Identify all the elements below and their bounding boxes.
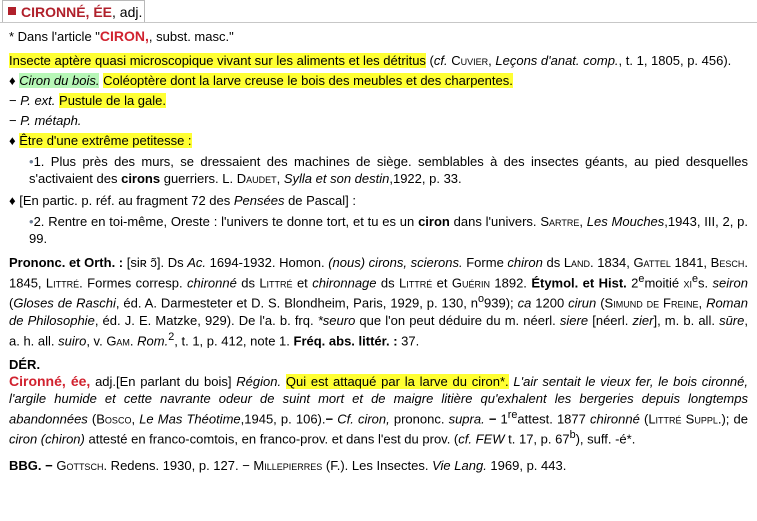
p-sup1: e bbox=[638, 273, 645, 285]
tab-pos: adj. bbox=[119, 4, 143, 20]
p-t31: 37. bbox=[397, 332, 420, 348]
d-supra: supra. bbox=[448, 411, 485, 427]
intro-prefix: * Dans l'article " bbox=[9, 29, 100, 44]
p-besch: Besch. bbox=[710, 255, 748, 270]
p-t10: et bbox=[292, 275, 313, 291]
ex1-author: L. Daudet bbox=[222, 171, 277, 186]
p-sup3: o bbox=[478, 293, 485, 306]
p-nous: (nous) cirons, scierons. bbox=[328, 255, 463, 270]
bbg-t2: (F.). Les Insectes. bbox=[322, 457, 433, 473]
example-1 bbox=[9, 153, 748, 187]
bbg-vie: Vie Lang. bbox=[432, 457, 487, 473]
p-t17: ( bbox=[9, 295, 14, 311]
sense-pascal bbox=[9, 192, 748, 209]
p-t22: , bbox=[698, 295, 707, 311]
p-sure: sūre bbox=[719, 312, 745, 328]
p-siere: siere bbox=[559, 312, 589, 328]
d-mas: Le Mas Théotime bbox=[139, 411, 241, 427]
d-t14: t. 17, p. 67 bbox=[504, 431, 570, 447]
p-sup2: e bbox=[692, 273, 699, 285]
der-highlight: Qui est attaqué par la larve du ciron*. bbox=[285, 373, 509, 389]
ex2-keyword: ciron bbox=[418, 214, 450, 229]
p-cirun: cirun bbox=[568, 295, 597, 311]
p-littre2: Littré bbox=[259, 275, 293, 291]
bbg-t3: 1969, p. 443. bbox=[486, 457, 567, 473]
der-headword: Cironné, ée, bbox=[9, 372, 91, 389]
ex2-work: Les Mouches bbox=[586, 214, 665, 229]
d-t1: adj.[En parlant du bois] bbox=[90, 373, 237, 389]
p-t27: , a. h. all. bbox=[9, 312, 748, 348]
p-suiro: suiro bbox=[58, 332, 87, 348]
d-dash2: − bbox=[484, 411, 501, 427]
p-t18: , éd. A. Darmesteter et D. S. Blondheim, Paris, 1929, p. 130, n bbox=[115, 295, 478, 311]
p-t23: , éd. J. E. Matzke, 929). De l'a. b. frq. bbox=[94, 312, 318, 328]
sense-yellow-highlight: Coléoptère dont la larve creuse le bois des meubles et des charpentes. bbox=[103, 73, 513, 88]
p-littre3: Littré bbox=[399, 275, 433, 291]
ex1-work: Sylla et son destin bbox=[283, 171, 390, 186]
p-t5: 1834, bbox=[593, 255, 634, 270]
p-roman: Roman de Philosophie bbox=[9, 295, 748, 328]
ex1-text-a: 1. Plus près des murs, se dressaient des machines de siège. semblables à des insectes géants, au pied desquelles s'activaient des bbox=[29, 154, 748, 186]
p-t4: ds bbox=[542, 255, 564, 270]
d-t6: ,1945, p. 106). bbox=[240, 411, 326, 427]
def1-highlight: Insecte aptère quasi microscopique vivant sur les aliments et les détritus bbox=[9, 53, 426, 68]
tab-bar bbox=[0, 0, 757, 23]
article-intro bbox=[9, 28, 748, 45]
p-rom: Rom. bbox=[137, 332, 169, 348]
p-seuro: *seuro bbox=[317, 312, 356, 328]
p-guerin: Guérin bbox=[451, 275, 490, 291]
bbg-section bbox=[9, 457, 748, 474]
line3-italic: P. ext. bbox=[20, 93, 56, 108]
p-chironnage: chironnage bbox=[312, 275, 377, 291]
der-label: DÉR. bbox=[9, 356, 41, 372]
p-t3: Forme bbox=[462, 255, 508, 270]
bbg-gottsch: Gottsch. bbox=[56, 457, 108, 473]
d-t15: ), suff. -é*. bbox=[575, 431, 636, 447]
d-cf2: cf. bbox=[458, 431, 472, 447]
p-t26: ], m. b. all. bbox=[653, 312, 720, 328]
p-t7: 1845, bbox=[9, 275, 46, 291]
d-t7: prononc. bbox=[389, 411, 449, 427]
d-few: FEW bbox=[475, 431, 505, 447]
sense-ciron-du-bois bbox=[9, 72, 748, 89]
line3-highlight: Pustule de la gale. bbox=[59, 93, 166, 108]
p-t21: ( bbox=[596, 295, 605, 311]
line3-dash: − bbox=[9, 93, 21, 108]
ex2-rest: ,1943, III, 2, p. 99. bbox=[29, 214, 748, 246]
p-t24: que l'on peut déduire du m. néerl. bbox=[355, 312, 560, 328]
sense-p-ext bbox=[9, 92, 748, 109]
p-t20: 1200 bbox=[531, 295, 569, 311]
line6-b: de Pascal] : bbox=[284, 193, 356, 208]
ex2-author: Sartre bbox=[540, 214, 580, 229]
p-sup4: 2 bbox=[168, 330, 175, 343]
p-t2: 1694-1932. Homon. bbox=[206, 255, 329, 270]
p-t9: ds bbox=[236, 275, 260, 291]
freq-label: Fréq. abs. littér. : bbox=[293, 332, 398, 348]
bbg-mill: Millepierres bbox=[253, 457, 323, 473]
d-t11: ); de bbox=[721, 411, 748, 427]
p-gam: Gam. bbox=[106, 332, 134, 348]
der-title bbox=[9, 356, 748, 373]
d-region: Région. bbox=[236, 373, 282, 389]
example-2 bbox=[9, 213, 748, 247]
def1-rest: , t. 1, 1805, p. 456). bbox=[618, 53, 732, 68]
p-gattel: Gattel bbox=[633, 255, 671, 270]
line4-italic: P. métaph. bbox=[20, 113, 82, 128]
diamond-marker-2: ♦ bbox=[9, 133, 20, 148]
headword-marker-icon bbox=[8, 7, 16, 15]
ex1-sep: , bbox=[276, 171, 284, 186]
article-content bbox=[9, 28, 748, 474]
p-t8: . Formes corresp. bbox=[79, 275, 187, 291]
p-chironne: chironné bbox=[186, 275, 237, 291]
def1-open: ( bbox=[425, 53, 434, 68]
prononc-section bbox=[9, 254, 748, 349]
p-gloses: Gloses de Raschi bbox=[13, 295, 116, 311]
p-chiron: chiron bbox=[507, 255, 543, 270]
line6-italic: Pensées bbox=[233, 193, 285, 208]
d-t12: attesté en franco-comtois, en franco-prov. et dans l'est du prov. ( bbox=[84, 431, 459, 447]
p-xi: xi bbox=[683, 275, 693, 291]
p-t25: [néerl. bbox=[588, 312, 633, 328]
p-ca: ca bbox=[517, 295, 532, 311]
tab-label: CIRONNÉ, ÉE, adj. bbox=[21, 4, 143, 20]
p-t15: moitié bbox=[644, 275, 684, 291]
p-t14: 2 bbox=[626, 275, 639, 291]
d-bosco: Bosco bbox=[96, 411, 132, 427]
def1-sep: , bbox=[488, 53, 496, 68]
def1-author: Cuvier bbox=[451, 53, 489, 68]
ex2-text-a: 2. Rentre en toi-même, Oreste : l'univers te donne tort, et tu es un bbox=[33, 214, 419, 229]
prononc-label: Prononc. et Orth. : bbox=[9, 255, 124, 270]
d-quote: L'air sentait le vieux fer, le bois cironné, l'argile humide et cette navrante odeur de suint mort et de maigre litière qu'exhalent les bergeries depuis longtemps abandonnées bbox=[9, 373, 749, 427]
sense-p-metaph bbox=[9, 112, 748, 129]
line5-highlight: Être d'une extrême petitesse : bbox=[19, 133, 192, 148]
intro-suffix: , subst. masc." bbox=[148, 29, 234, 44]
sense-petitesse bbox=[9, 132, 748, 149]
d-chironne: chironné bbox=[589, 411, 640, 427]
ciron-link[interactable]: CIRON, bbox=[99, 28, 149, 44]
p-t12: et bbox=[432, 275, 452, 291]
diamond-marker: ♦ bbox=[9, 73, 20, 88]
bbg-dash: − bbox=[41, 457, 57, 473]
d-cf: Cf. ciron, bbox=[337, 411, 390, 427]
p-t28: , v. bbox=[86, 332, 107, 348]
d-t10: ( bbox=[639, 411, 649, 427]
p-ac: Ac. bbox=[187, 255, 207, 270]
def1-work: Leçons d'anat. comp. bbox=[495, 53, 619, 68]
d-t9: attest. 1877 bbox=[517, 411, 590, 427]
p-seiron: seiron bbox=[712, 275, 748, 291]
p-simund: Simund de Freine bbox=[604, 295, 699, 311]
tab-cironne[interactable] bbox=[2, 0, 145, 22]
p-t30: , t. 1, p. 412, note 1. bbox=[174, 332, 294, 348]
line4-dash: − bbox=[9, 113, 21, 128]
d-sup2: b bbox=[569, 429, 576, 442]
def1-cf: cf. bbox=[433, 53, 448, 68]
p-t1: [siʀ ɔ͂]. Ds bbox=[123, 255, 188, 270]
line6-a: ♦ [En partic. p. réf. au fragment 72 des bbox=[9, 193, 234, 208]
ex2-text-c: dans l'univers. bbox=[449, 214, 541, 229]
p-t11: ds bbox=[376, 275, 400, 291]
bbg-label: BBG. bbox=[9, 457, 42, 473]
ex1-text-c: guerriers. bbox=[160, 171, 223, 186]
p-t19: 939); bbox=[484, 295, 518, 311]
bbg-t1: Redens. 1930, p. 127. − bbox=[107, 457, 254, 473]
etymol-label: Étymol. et Hist. bbox=[531, 275, 627, 291]
p-t16: s. bbox=[698, 275, 713, 291]
sense-green-highlight: Ciron du bois. bbox=[19, 73, 100, 88]
p-land: Land. bbox=[563, 255, 594, 270]
example-bullet-icon-2: • bbox=[29, 214, 34, 229]
d-t4: ( bbox=[87, 411, 97, 427]
p-t13: 1892. bbox=[490, 275, 532, 291]
d-t5: , bbox=[131, 411, 140, 427]
p-t6: 1841, bbox=[670, 255, 711, 270]
d-t8: 1 bbox=[500, 411, 508, 427]
ex1-keyword: cirons bbox=[121, 171, 161, 186]
definition-1 bbox=[9, 52, 748, 69]
d-ciron: ciron (chiron) bbox=[9, 431, 85, 447]
d-littre: Littré Suppl. bbox=[648, 411, 722, 427]
p-zier: zier bbox=[632, 312, 654, 328]
ex1-rest: ,1922, p. 33. bbox=[389, 171, 462, 186]
d-dash1: − bbox=[325, 411, 338, 427]
d-sup1: re bbox=[507, 408, 518, 421]
der-section bbox=[9, 373, 748, 448]
ex2-sep: , bbox=[579, 214, 587, 229]
p-littre: Littré bbox=[45, 275, 80, 291]
example-bullet-icon: • bbox=[29, 154, 34, 169]
tab-headword: CIRONNÉ, ÉE bbox=[21, 4, 113, 20]
